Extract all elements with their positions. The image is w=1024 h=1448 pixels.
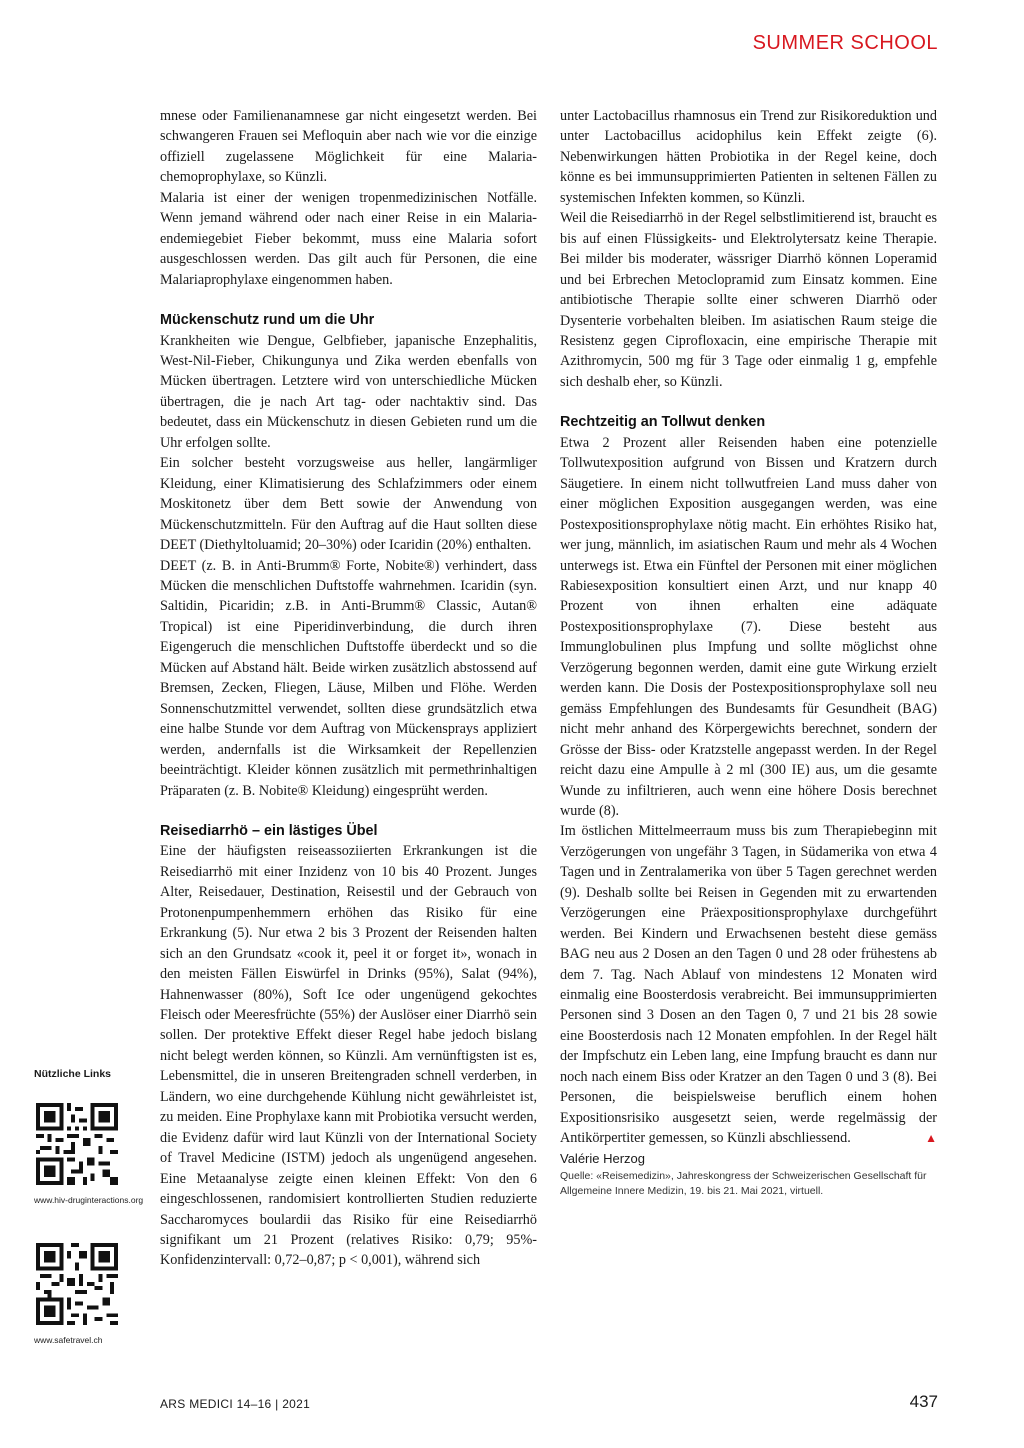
paragraph: Krankheiten wie Dengue, Gelbfieber, japanische Enzephalitis, West-Nil-Fieber, Chikungunya und Zika werden ebenfalls von Mücken übertragen. Letztere wird von unterschiedliche Mücken übertragen, die je nach Art tag- oder nachtaktiv sind. Das bedeutet, dass ein Mückenschutz in diesen Gebieten rund um die Uhr erfolgen sollte. xyxy=(160,332,537,451)
paragraph: Ein solcher besteht vorzugsweise aus heller, langärmliger Kleidung, einer Klimatisierung des Schlafzimmers oder einem Moskitonetz über dem Bett sowie der Anwendung von Mückenschutzmitteln. Für den Auftrag auf die Haut sollten diese DEET (Diethyltoluamid; 20–30%) oder Icaridin (20%) enthalten. xyxy=(160,455,537,554)
paragraph: Eine der häufigsten reiseassoziierten Erkrankungen ist die Reisediarrhö mit einer Inzidenz von 10 bis 40 Prozent. Junges Alter, Reisedauer, Destination, Reisestil und der Gebrauch von Protonenpumpenhemmern erhöhen das Risiko für eine Erkrankung (5). Nur etwa 2 bis 3 Prozent der Reisenden halten sich an den Grundsatz «cook it, peel it or forget it», wonach in den meisten Fällen Eiswürfel in Drinks (95%), Salat (94%), Hahnenwasser (80%), Soft Ice oder ungenügend gekochtes Fleisch oder Meeresfrüchte (55%) der Auslöser einer Diarrhö sein sollen. Der protektive Effekt dieser Regel habe jedoch bislang nicht belegt werden können, so Künzli. Am vernünftigsten ist es, Lebensmittel, die in unseren Breitengraden schnell verderben, in Ländern, wo eine durchgehende Kühlung nicht gewährleistet ist, zu meiden. Eine Prophylaxe kann mit Probiotika versucht werden, die Evidenz dafür wird laut Künzli von der International Society of Travel Medicine (ISTM) jedoch als ungenügend angesehen. Eine Metaanalyse zeigte einen kleinen Effekt: Von den 6 eingeschlossenen, randomisiert kontrollierten Studien reduzierte Saccharomyces boulardii das Risiko für eine Reisediarrhö signifikant um 21 Prozent (relatives Risiko: 0,79; 95%-Konfidenzintervall: 0,72–0,87; p < 0,001), während sich xyxy=(160,843,537,1269)
sidebar-title: Nützliche Links xyxy=(34,1068,112,1080)
article-column-right xyxy=(560,106,937,1199)
paragraph: Etwa 2 Prozent aller Reisenden haben eine potenzielle Tollwutexposition aufgrund von Bissen und Kratzern durch Säugetiere. In einem nicht tollwutfreien Land muss daher von einer möglichen Exposition ausgegangen werden, was eine Postexpositionsprophylaxe nötig macht. Ein erhöhtes Risiko hat, wer jung, männlich, im asiatischen Raum und mehr als 4 Wochen unterwegs ist. Etwa ein Fünftel der Personen mit einer möglichen Rabiesexposition konsultiert einen Arzt, und nur knapp 40 Prozent von ihnen erhalten eine adäquate Postexpositionsprophylaxe (7). Diese besteht aus Immunglobulinen plus Impfung und sollte möglichst ohne Verzögerung begonnen werden, damit eine gute Wirkung erzielt werden kann. Die Dosis der Postexpositionsprophylaxe soll neu gemäss Empfehlungen des Bundesamts für Gesundheit (BAG) nicht mehr anhand des Körpergewichts berechnet, sondern der Grösse der Biss- oder Kratzstelle angepasst werden. In der Regel reicht dazu eine Ampulle à 2 ml (300 IE) aus, um die gesamte Wunde zu infiltrieren, auch wenn eine höhere Dosis berechnet wurde (8). xyxy=(560,434,937,819)
subheading-reisediarrhoe: Reisediarrhö – ein lästiges Übel xyxy=(160,822,378,839)
subheading-mueckenschutz: Mückenschutz rund um die Uhr xyxy=(160,312,375,329)
subheading-tollwut: Rechtzeitig an Tollwut denken xyxy=(560,414,766,431)
journal-footer: ARS MEDICI 14–16 | 2021 xyxy=(160,1397,311,1411)
paragraph xyxy=(560,821,937,1148)
paragraph: Weil die Reisediarrhö in der Regel selbstlimitierend ist, braucht es bis auf einen Flüssigkeits- und Elektrolytersatz keine Therapie. Bei milder bis moderater, wässriger Diarrhö können Loperamid und bei Erbrechen Metoclopramid zum Einsatz kommen. Eine antibiotische Therapie sollte einer schweren Diarrhö oder Dysenterie vorbehalten bleiben. Im asiatischen Raum steige die Resistenz gegen Ciprofloxacin, eine empirische Therapie mit Azithromycin, 500 mg für 3 Tage oder einmalig 1 g, empfehle sich deshalb eher, so Künzli. xyxy=(560,210,937,390)
qr-code-icon[interactable] xyxy=(36,1103,118,1185)
qr-code-icon[interactable] xyxy=(36,1243,118,1325)
paragraph: DEET (z. B. in Anti-Brumm® Forte, Nobite®) verhindert, dass Mücken die menschlichen Duftstoffe wahrnehmen. Icaridin (syn. Saltidin, Picaridin; z.B. in Anti-Brumm® Classic, Autan® Tropical) ist eine Piperidinverbindung, die durch ihren Eigengeruch die menschlichen Duftstoffe überdeckt und so die Mücken auf Abstand hält. Beide wirken zusätzlich abstossend auf Bremsen, Zecken, Fliegen, Läuse, Milben und Flöhe. Werden Sonnenschutzmittel verwendet, sollten diese grundsätzlich etwa eine halbe Stunde vor dem Auftrag von Mückensprays appliziert werden, andernfalls ist die Wirksamkeit der Repellenzien beeinträchtigt. Kleider können zusätzlich mit permethrinhaltigen Präparaten (z. B. Nobite® Kleidung) eingesprüht werden. xyxy=(160,557,537,799)
end-triangle-icon: ▲ xyxy=(925,1131,937,1146)
link-label[interactable]: www.hiv-druginteractions.org xyxy=(34,1195,144,1205)
source-note: Quelle: «Reisemedizin», Jahreskongress der Schweizerischen Gesellschaft für Allgemeine Innere Medizin, 19. bis 21. Mai 2021, virtuell. xyxy=(560,1170,927,1198)
paragraph: Malaria ist einer der wenigen tropenmedizinischen Notfälle. Wenn jemand während oder nach einer Reise in ein Malaria-endemiegebiet Fieber bekommt, muss eine Malaria sofort ausgeschlossen werden. Das gilt auch für Personen, die eine Malariaprophylaxe eingenommen haben. xyxy=(160,189,537,288)
paragraph-text: Im östlichen Mittelmeerraum muss bis zum Therapiebeginn mit Verzögerungen von ungefähr 3 Tagen, in Südamerika von etwa 4 Tagen und in Zentralamerika von über 5 Tagen gerechnet werden (9). Deshalb sollte bei Reisen in Gegenden mit zu erwartenden Verzögerungen eine Präexpositionsprophylaxe durchgeführt werden. Bei Kindern und Erwachsenen besteht diese gemäss BAG neu aus 2 Dosen an den Tagen 0 und 28 oder frühestens ab dem 7. Tag. Nach Ablauf von mindestens 12 Monaten wird einmalig eine Boosterdosis verabreicht. Bei immunsupprimierten Personen sind 3 Dosen an den Tagen 0, 7 und 21 bis 28 sowie eine Boosterdosis nach 12 Monaten empfohlen. In der Regel hält der Impfschutz ein Leben lang, eine Impfung braucht es dann nur noch nach einem Biss oder Kratzer an den Tagen 0 und 3 (8). Bei Personen, die beispielsweise beruflich einem hohen Expositionsrisiko ausgesetzt seien, werde regelmässig der Antikörpertiter gemessen, so Künzli abschliessend. xyxy=(560,823,937,1147)
author-name: Valérie Herzog xyxy=(560,1150,646,1166)
link-label[interactable]: www.safetravel.ch xyxy=(34,1335,103,1345)
section-title: SUMMER SCHOOL xyxy=(752,32,938,54)
paragraph: mnese oder Familienanamnese gar nicht eingesetzt werden. Bei schwangeren Frauen sei Mefloquin aber nach wie vor die einzige offiziell zugelassene Möglichkeit für eine Malaria-chemoprophylaxe, so Künzli. xyxy=(160,108,537,186)
article-column-left xyxy=(160,106,537,1271)
paragraph: unter Lactobacillus rhamnosus ein Trend zur Risikoreduktion und unter Lactobacillus acidophilus kein Effekt zeigte (6). Nebenwirkungen hätten Probiotika in der Regel keine, doch könne es bei immunsupprimierten Patienten in seltenen Fällen zu systemischen Infekten kommen, so Künzli. xyxy=(560,108,937,206)
page-number: 437 xyxy=(909,1392,938,1411)
